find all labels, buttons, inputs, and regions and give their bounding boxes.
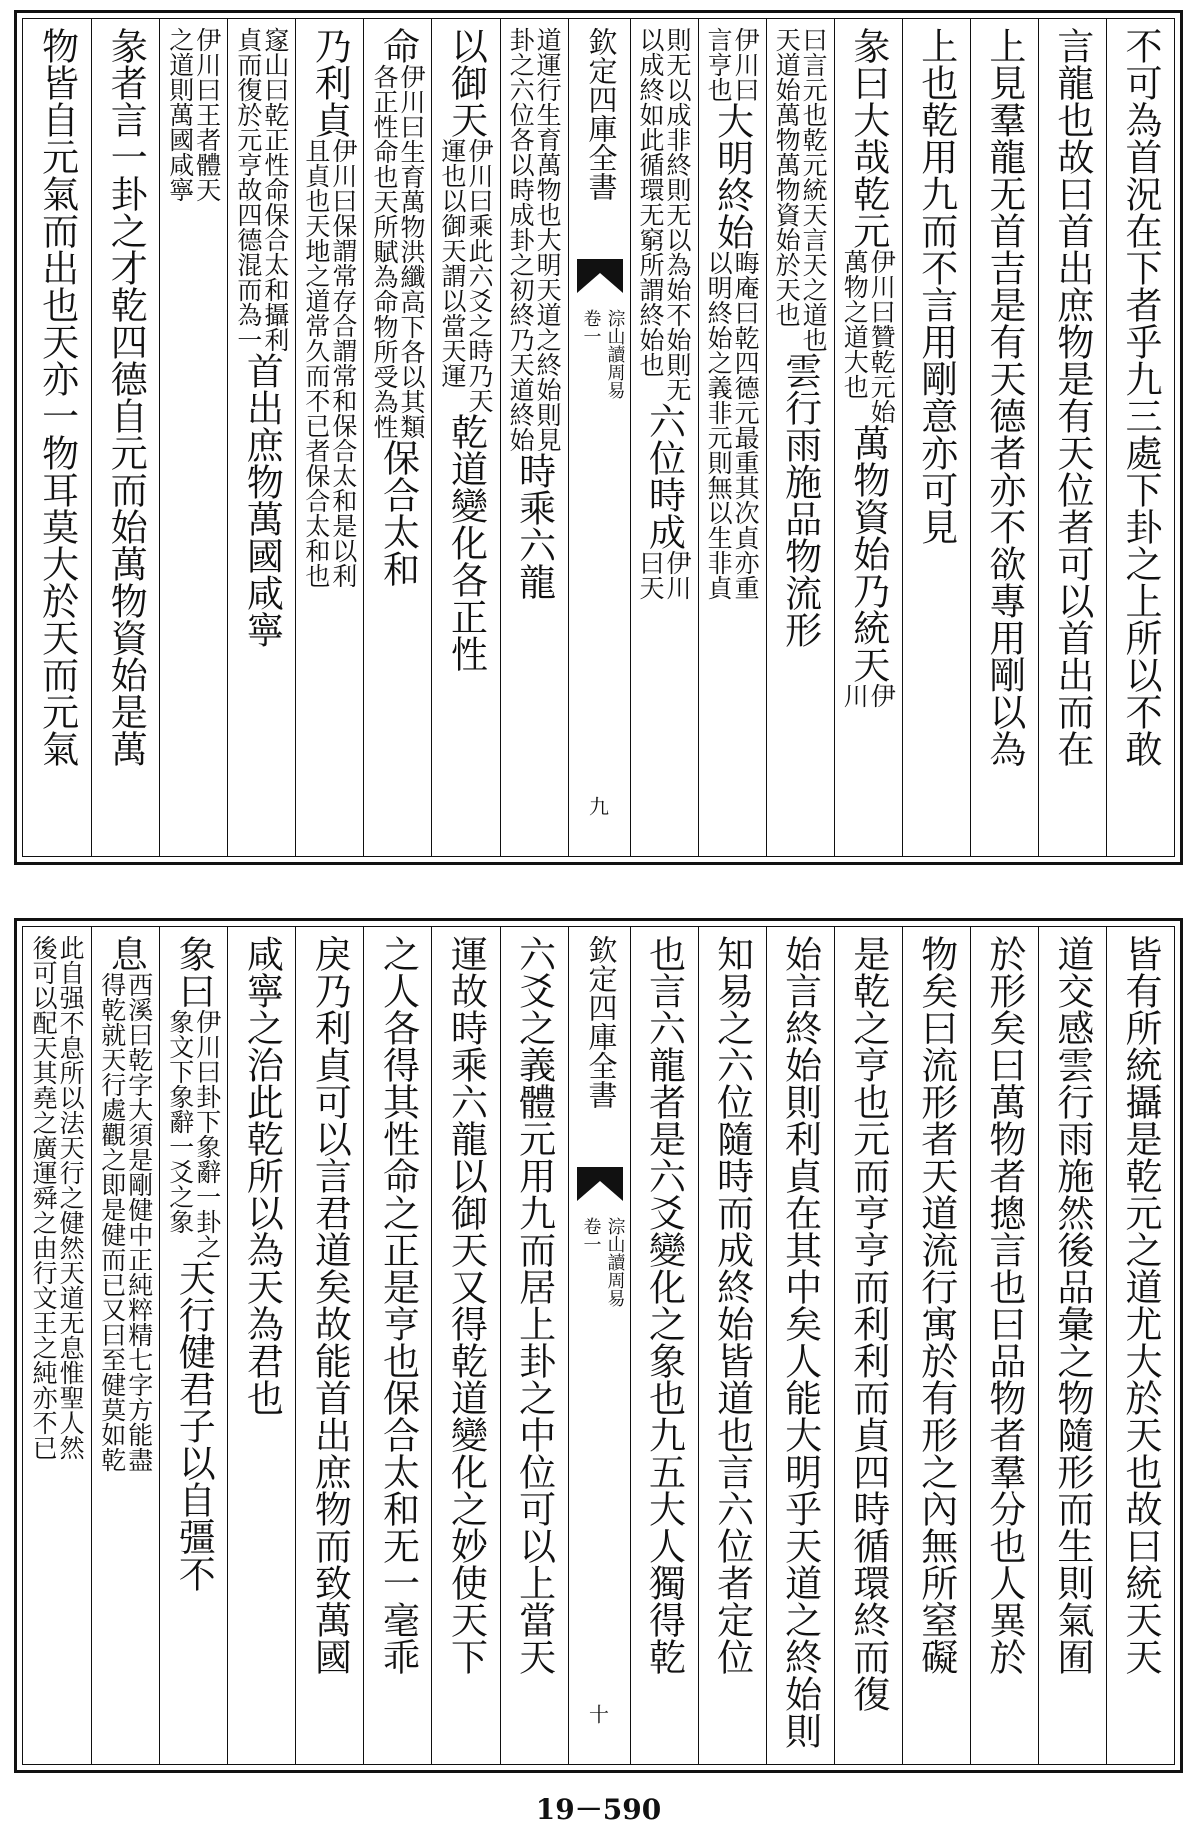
text-column [500,19,568,856]
main-text: 言龍也故曰首出庶物是有天位者可以首出而在 [1050,27,1094,767]
commentary-line: 象文下象辭一爻之象 [165,1009,195,1234]
commentary-line: 卦之六位各以時成卦之初終乃天道終始 [506,27,536,452]
column-content [369,19,426,856]
main-text: 大明終始 [710,102,754,250]
commentary [369,64,426,439]
commentary [165,27,222,202]
main-text: 不可為首況在下者乎九三處下卦之上所以不敢 [1118,27,1162,767]
commentary-line: 且貞也天地之道常久而不已者保合太和也 [301,138,331,588]
main-text: 象曰 [172,935,216,1009]
commentary [840,249,897,424]
margin-page-number: 九 [585,796,610,816]
margin-book-title: 淙山讀周易 [604,1217,626,1307]
commentary [636,550,693,600]
main-text: 息 [104,935,148,972]
commentary-line: 以明終始之義非元則無以生非貞 [704,250,734,600]
main-text: 物皆自元氣而出也天亦一物耳莫大於天而元氣 [35,27,79,767]
page-number: 19－590 [535,1793,662,1826]
text-column [23,19,91,856]
main-text: 道交感雲行雨施然後品彙之物隨形而生則氣囿 [1050,935,1094,1675]
commentary-line: 後可以配天其堯之廣運舜之由行文王之純亦不已 [29,935,59,1460]
commentary-line: 此自强不息所以法天行之健然天道无息惟聖人然 [56,935,86,1460]
main-text: 保合太和 [376,439,420,587]
commentary-line: 伊川曰保謂常存合謂常和保合太和是以利 [328,138,358,588]
commentary-line: 道運行生育萬物也大明天道之終始則見 [533,27,563,452]
page-bottom [14,918,1183,1773]
text-column [902,19,970,856]
main-text: 萬物資始乃統天 [846,424,890,683]
columns-top [23,19,1174,856]
text-column [227,927,295,1764]
commentary-line: 貞而復於元亨故四德混而為一 [233,27,263,352]
text-column [431,927,499,1764]
main-text: 雲行雨施品物流形 [778,352,822,648]
text-column [500,927,568,1764]
commentary-line: 伊川曰王者體天 [192,27,222,202]
margin-title: 欽定四庫全書 [584,27,619,201]
main-text: 乾道變化各正性 [444,413,488,672]
text-column [834,19,902,856]
commentary-line: 萬物之道大也 [840,249,870,399]
main-text: 知易之六位隨時而成終始皆道也言六位者定位 [710,935,754,1675]
commentary [840,683,897,708]
text-column [431,19,499,856]
margin-book-title: 淙山讀周易 [604,309,626,399]
commentary-line: 天道始萬物萬物資始於天也 [772,27,802,327]
main-text: 上見羣龍无首吉是有天德者亦不欲專用剛以為 [982,27,1026,767]
column-content [29,927,86,1764]
commentary [704,27,761,102]
text-column [1038,19,1106,856]
text-column [834,927,902,1764]
commentary-line: 則无以成非終則无以為始不始則无 [663,27,693,402]
text-column [91,927,159,1764]
column-content [704,19,761,856]
column-content [301,19,358,856]
commentary [438,138,495,413]
column-content [772,19,829,856]
text-column [363,927,431,1764]
text-column [630,19,698,856]
main-text: 戾乃利貞可以言君道矣故能首出庶物而致萬國 [308,935,352,1675]
commentary [97,972,154,1472]
commentary-line: 西溪曰乾字大須是剛健中正純粹精七字方能盡 [124,972,154,1472]
margin-volume: 卷一 [580,1217,602,1253]
text-column [363,19,431,856]
commentary-line: 伊川曰乘此六爻之時乃天 [465,138,495,413]
main-text: 時乘六龍 [512,452,556,600]
column-content [165,19,222,856]
main-text: 運故時乘六龍以御天又得乾道變化之妙使天下 [444,935,488,1675]
column-content [165,927,222,1764]
text-column [23,927,91,1764]
text-column [159,927,227,1764]
commentary-line: 伊川曰生育萬物洪纖高下各以其類 [396,64,426,439]
commentary-line: 川 [840,683,870,708]
main-text: 於形矣曰萬物者摠言也曰品物者羣分也人異於 [982,935,1026,1675]
column-content [506,19,563,856]
main-text: 六爻之義體元用九而居上卦之中位可以上當天 [512,935,556,1675]
text-column [1038,927,1106,1764]
commentary-line: 伊 [867,683,897,708]
commentary [772,27,829,352]
text-column [295,927,363,1764]
column-content [97,927,154,1764]
main-text: 也言六龍者是六爻變化之象也九五大人獨得乾 [642,935,686,1675]
main-text: 之人各得其性命之正是亨也保合太和无一毫乖 [376,935,420,1675]
main-text: 彖者言一卦之才乾四德自元而始萬物資始是萬 [104,27,148,767]
commentary-line: 䆳山曰乾正性命保合太和攝利 [260,27,290,352]
commentary-line: 伊川 [663,550,693,600]
commentary-line: 曰言元也乾元統天言天之道也 [799,27,829,352]
main-text: 六位時成 [642,402,686,550]
margin-column [568,927,630,1764]
commentary-line: 伊川曰 [731,27,761,102]
margin-title: 欽定四庫全書 [584,935,619,1109]
main-text: 咸寧之治此乾所以為天為君也 [240,935,284,1416]
text-column [227,19,295,856]
fishtail-icon [577,259,623,293]
text-column [159,19,227,856]
commentary [506,27,563,452]
commentary [29,935,86,1460]
column-content [636,19,693,856]
main-text: 彖曰大哉乾元 [846,27,890,249]
main-text: 始言終始則利貞在其中矣人能大明乎天道之終始則 [778,935,822,1749]
column-content [233,19,290,856]
main-text: 天行健君子以自彊不 [172,1259,216,1592]
column-content [438,19,495,856]
main-text: 上也乾用九而不言用剛意亦可見 [914,27,958,545]
main-text: 以御天 [444,27,488,138]
text-column [698,927,766,1764]
commentary [704,250,761,600]
margin-volume: 卷一 [580,309,602,345]
text-column [970,19,1038,856]
text-column [902,927,970,1764]
main-text: 皆有所統攝是乾元之道尤大於天也故曰統天天 [1118,935,1162,1675]
commentary-line: 運也以御天謂以當天運 [438,138,468,388]
main-text: 乃利貞 [308,27,352,138]
margin-page-number: 十 [585,1704,610,1724]
text-column [1106,927,1174,1764]
commentary-line: 伊川曰卦下象辭一卦之 [192,1009,222,1259]
fishtail-icon [577,1167,623,1201]
main-text: 命 [376,27,420,64]
text-column [630,927,698,1764]
commentary-line: 得乾就天行處觀之即是健而已又曰至健莫如乾 [97,972,127,1472]
text-column [766,927,834,1764]
column-content [840,19,897,856]
commentary-line: 伊川曰贊乾元始 [867,249,897,424]
commentary-line: 曰天 [636,550,666,600]
commentary [165,1009,222,1259]
commentary-line: 各正性命也天所賦為命物所受為性 [369,64,399,439]
text-column [698,19,766,856]
text-column [295,19,363,856]
text-column [970,927,1038,1764]
commentary-line: 以成終如此循環无窮所謂終始也 [636,27,666,377]
page-top [14,10,1183,865]
commentary-line: 之道則萬國咸寧 [165,27,195,202]
commentary [301,138,358,588]
text-column [766,19,834,856]
margin-column [568,19,630,856]
commentary [636,27,693,402]
text-column [1106,19,1174,856]
text-column [91,19,159,856]
main-text: 是乾之亨也元而亨亨而利利而貞四時循環終而復 [846,935,890,1712]
commentary-line: 言亨也 [704,27,734,102]
columns-bottom [23,927,1174,1764]
commentary [233,27,290,352]
commentary-line: 晦庵曰乾四德元最重其次貞亦重 [731,250,761,600]
main-text: 首出庶物萬國咸寧 [240,352,284,648]
main-text: 物矣曰流形者天道流行寓於有形之內無所窒礙 [914,935,958,1675]
